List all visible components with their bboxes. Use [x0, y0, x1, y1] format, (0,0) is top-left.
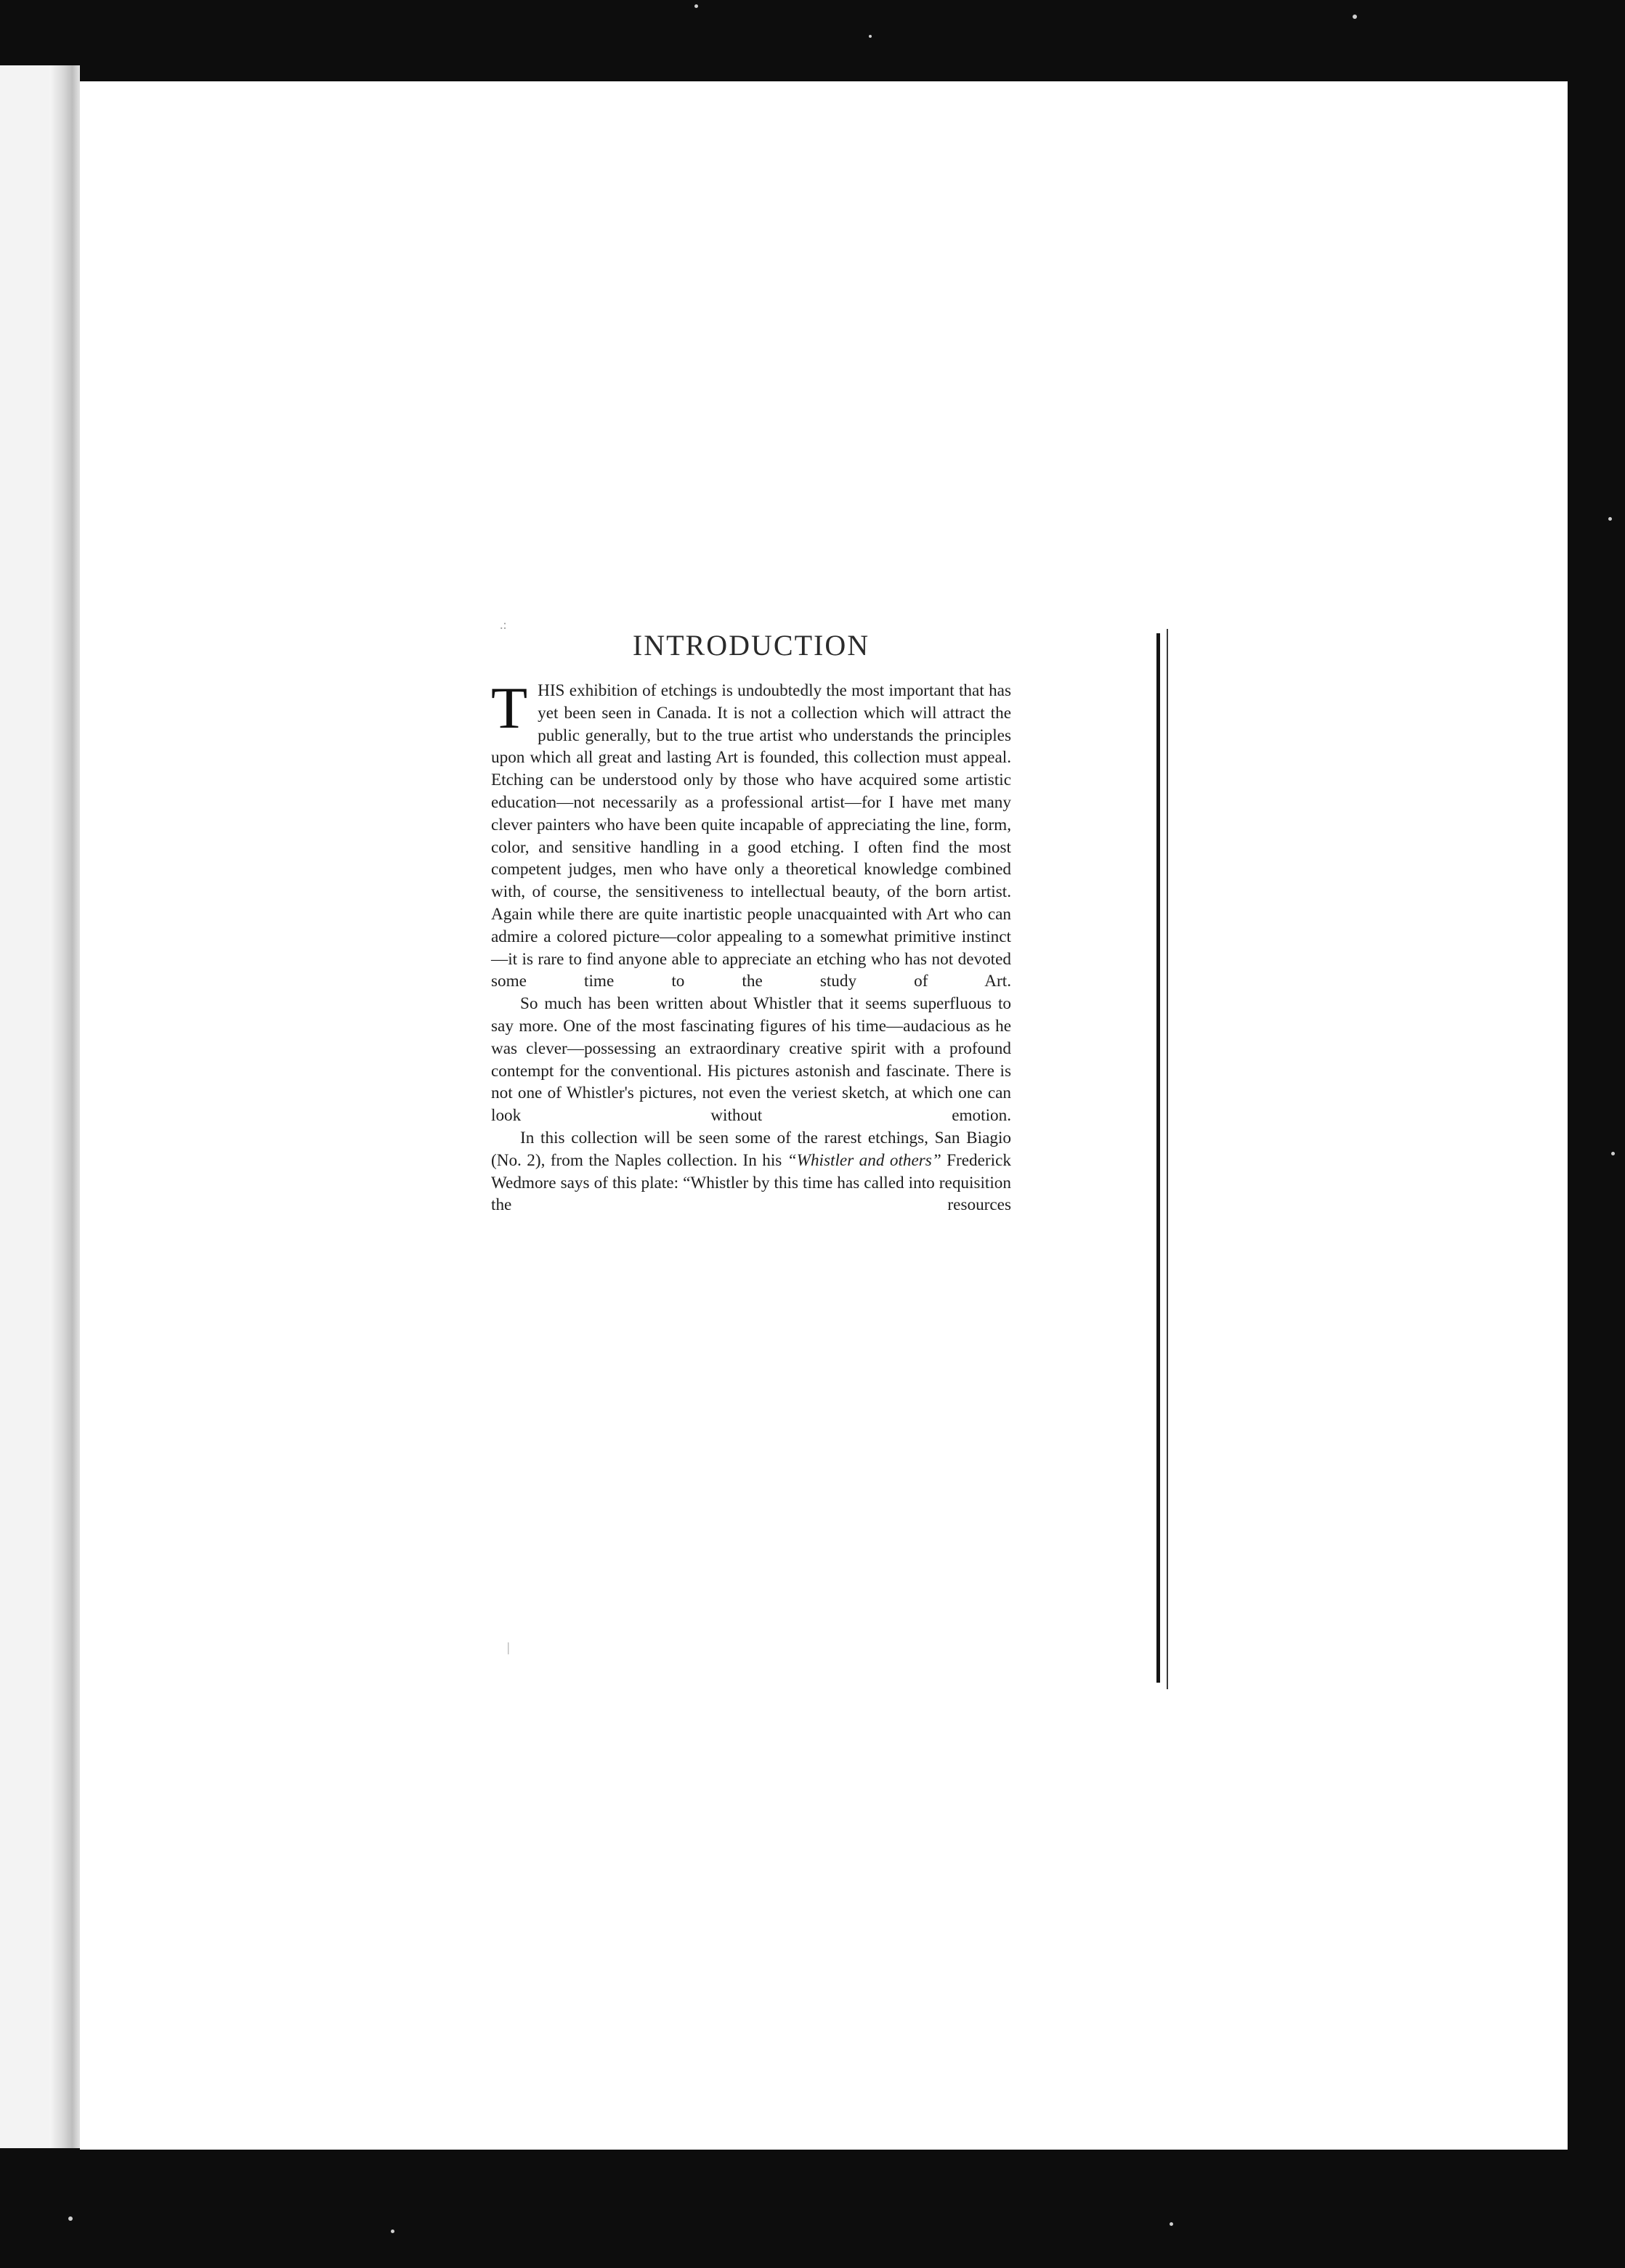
scan-mark: .: [500, 617, 507, 632]
paragraph-1 [491, 675, 1011, 993]
book-title-italic: “Whistler and others” [787, 1150, 941, 1170]
scan-speck [869, 35, 872, 38]
facing-page-edge [0, 65, 80, 2148]
scan-speck [391, 2230, 394, 2233]
paragraph-2-text: So much has been written about Whistler that it seems superfluous to say more. One of the most fascinating figures of his time—audacious as he was clever—possessing an extraordinary creative spirit with a profound contempt for the conventional. His pictures astonish and fascinate. There is not one of Whistler's pictures, not even the veriest sketch, at which one can look without emotion. [491, 994, 1011, 1126]
page-title: INTRODUCTION [632, 629, 870, 662]
scan-speck [1608, 517, 1612, 521]
paragraph-2 [491, 993, 1011, 1127]
paragraph-1-text: HIS exhibition of etchings is undoubtedly the most important that has yet been seen in Canada. It is not a collection which will attract the public generally, but to the true artist who understands the principles upon which all great and lasting Art is founded, this collection must appeal. Etching can be understood only by those who have acquired some artistic education—not necessarily as a professional artist—for I have met many clever painters who have been quite incapable of appreciating the line, form, color, and sensitive handling in a good etching. I often find the most competent judges, men who have only a theoretical knowledge combined with, of course, the sensitiveness to intellectual beauty, of the born artist. Again while there are quite inartistic people unacquainted with Art who can admire a colored picture—color appealing to a somewhat primitive instinct—it is rare to find anyone able to appreciate an etching who has not devoted some time to the study of Art. [491, 681, 1011, 991]
margin-rule [1156, 633, 1160, 1683]
scan-speck [68, 2216, 73, 2221]
scan-speck [1353, 15, 1357, 19]
paragraph-3 [491, 1127, 1011, 1216]
scan-speck [1170, 2222, 1173, 2226]
scan-speck [694, 4, 698, 8]
margin-rule-thin [1167, 629, 1168, 1689]
scan-mark: | [507, 1640, 510, 1654]
drop-cap: T [491, 675, 528, 741]
scan-speck [1611, 1152, 1615, 1155]
page-gutter [49, 65, 80, 2148]
paragraph-3-text-end: Frederick Wedmore says of this plate: “Whistler by this time has called into requisition the resources [491, 1150, 1011, 1215]
paragraph-3-text-start: In this collection will be seen some of the rarest etchings, San Biagio (No. 2), from the Naples collection. In his [491, 1128, 1011, 1170]
introduction-text [491, 628, 1011, 1216]
